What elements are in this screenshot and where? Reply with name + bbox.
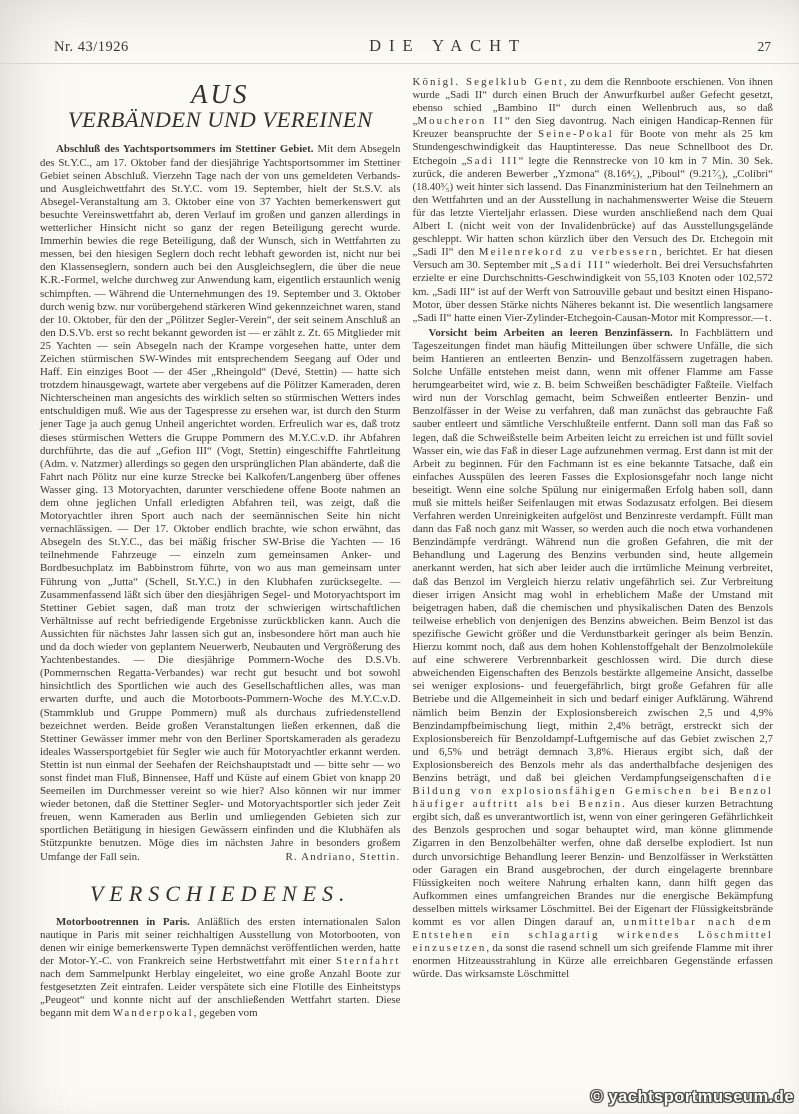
magazine-title: DIE YACHT bbox=[369, 36, 528, 55]
article-motorbootrennen-paris-continued: Königl. Segelklub Gent, zu dem die Rennboote erschienen. Von ihnen wurde „Sadi II“ durch einen Bruch der Anwurfkurbel außer Gefecht gesetzt, ebenso schied „Bambino II“ durch einen Wellenbruch aus, so daß „Moucheron II“ den Sieg davontrug. Nach einigen Handicap-Rennen für Kreuzer beanspruchte der Seine-Pokal für Boote von mehr als 25 km Stundengeschwindigkeit das Hauptinteresse. Das neue Schnellboot des Dr. Etchegoin „Sadi III“ legte die Rennstrecke von 10 km in 7 Min. 30 Sek. zurück, die anderen Bewerber „Yzmona“ (8.16⁴⁄₅), „Piboul“ (9.21⁷⁄₅), „Colibri“ (18.40³⁄₅) weit hinter sich lassend. Das Finanzministerium hat den Teilnehmern an den Wettfahrten und an der Ausstellung in nachahmenswerter Weise die Steuern für das letzte Vierteljahr erlassen. Diese wurden anschließend nach dem Quai Albert I. (nicht weit von der Invalidenbrücke) auf das Ausstellungsgelände geschleppt. Wir hatten schon kürzlich über den Versuch des Dr. Etchegoin mit „Sadi II“ den Meilenrekord zu verbessern, berichtet. Er hat diesen Versuch am 30. September mit „Sadi III“ wiederholt. Bei drei Versuchsfahrten erzielte er eine Durchschnitts-Geschwindigkeit von 55,103 Knoten oder 102,572 km. „Sadi III“ ist auf der Werft von Satrouville gebaut und besitzt einen Hispano-Motor, über dessen Stärke nichts Näheres bekannt ist. Die wesentlich langsamere „Sadi II“ hatte einen Vier-Zylinder-Etchegoin-Causan-Motor mit Kompressor. —t. bbox=[412, 76, 774, 324]
article-benzinfaesser: Vorsicht beim Arbeiten an leeren Benzinfässern. In Fachblättern und Tageszeitungen findet man häufig Mitteilungen über schwere Unfälle, die sich beim Hantieren an entleerten Benzin- und Benzolfässern zugetragen haben. Solche Unfälle entstehen meist dann, wenn mit offener Flamme am Fasse herumgearbeitet wird, wie z. B. beim Schweißen beschädigter Faßteile. Vielfach wird nun der Vorschlag gemacht, beim Schweißen entleerter Benzin- und Benzolfässer in der Weise zu verfahren, daß man zunächst das gebrauchte Faß sauber entleert und sämtliche Verschlußteile entfernt. Dann soll man das Faß so legen, daß die Schweißstelle beim Arbeiten leicht zu erreichen ist und füllt soviel Wasser ein, wie das Faß in dieser Lage aufzunehmen vermag. Erst dann ist mit der Arbeit zu beginnen. Für den Fachmann ist es eine bekannte Tatsache, daß ein einfaches Ausspülen des leeren Fasses die Explosionsgefahr noch lange nicht beseitigt. Wenn eine solche Spülung nur einigermaßen Erfolg haben soll, dann muß sie mittels heißer Seifenlaugen mit etwas Sodazusatz erfolgen. Bei diesem Verfahren werden Unreinigkeiten aufgelöst und Benzinreste verdampft. Füllt man dann das Faß noch ganz mit Wasser, so werden auch die noch etwa vorhandenen Benzindämpfe verdrängt. Während nun die großen Gefahren, die mit der Behandlung und Lagerung des Benzins verbunden sind, heute allgemein anerkannt werden, hat sich aber leider auch die irrtümliche Meinung verbreitet, daß das Benzol im Vergleich hierzu relativ ungefährlich sei. Zur Verbreitung dieser irrigen Ansicht mag wohl in erheblichem Maße der Umstand mit beigetragen haben, daß die chemischen und physikalischen Daten des Benzols teilweise erheblich von denjenigen des Benzins abweichen. Beim Benzol ist das spezifische Gewicht größer und die Verdunstbarkeit geringer als beim Benzin. Hierzu kommt noch, daß aus dem hohen Kohlenstoffgehalt der Benzolmoleküle auf eine schwerere Verbrennbarkeit geschlossen wird. Die durch diese abweichenden Eigenschaften des Benzols bestärkte allgemeine Ansicht, dasselbe sei weniger explosions- und feuergefährlich, birgt große Gefahren für alle Betriebe und die Allgemeinheit in sich und bedarf einiger Aufklärung. Während nämlich beim Benzin der Explosionsbereich zwischen 2,5 und 4,9% Benzindampfbeimischung liegt, mithin 2,4% beträgt, erstreckt sich der Explosionsbereich für Benzoldampf-Luftgemische auf das Gebiet zwischen 2,7 und 6,5% und beträgt demnach 3,8%. Hieraus ergibt sich, daß der Explosionsbereich des Benzols mehr als das anderthalbfache desjenigen des Benzins beträgt, und daß bei gleichen Verdampfungseigenschaften die Bildung von explosionsfähigen Gemischen bei Benzol häufiger auftritt als bei Benzin. Aus dieser kurzen Betrachtung ergibt sich, daß es unverantwortlich ist, wenn von einer geringeren Gefährlichkeit des Benzols gesprochen und sogar behauptet wird, man könne glimmende Zigarren in den Benzolbehälter werfen, ohne daß derselbe explodiert. Ist nun durch unvorsichtige Behandlung leerer Benzin- und Benzolfässer in Werkstätten oder Garagen ein Brand ausgebrochen, der durch eingelagerte brennbare Flüssigkeiten noch weitere Nahrung erhalten kann, dann hilft gegen das Aufkommen eines umfangreichen Brandes nur die energische Bekämpfung desselben mittels wirksamer Löschmittel. Bei der Eigenart der Flüssigkeitsbrände kommt es vor allen Dingen darauf an, unmittelbar nach dem Entstehen ein schlagartig wirkendes Löschmittel einzusetzen, da sonst die rasend schnell um sich greifende Flamme mit ihrer enormen Hitzeausstrahlung in Kürze alle erreichbaren Gegenstände erfassen würde. Das wirksamste Löschmittel bbox=[412, 326, 773, 981]
right-column bbox=[413, 76, 774, 1022]
issue-number: Nr. 43/1926 bbox=[54, 39, 129, 55]
page-number: 27 bbox=[757, 39, 771, 54]
section-heading-line2: VERBÄNDEN UND VEREINEN bbox=[67, 107, 373, 133]
section-heading-line1: AUS bbox=[191, 79, 250, 109]
text-columns bbox=[0, 64, 799, 1022]
section-heading-verschiedenes: VERSCHIEDENES. bbox=[89, 880, 351, 906]
watermark-yachtsportmuseum: © yachtsportmuseum.de bbox=[590, 1088, 794, 1106]
left-column bbox=[40, 76, 401, 1022]
article-stettiner-gebiet: Abschluß des Yachtsportsommers im Stettiner Gebiet. Mit dem Absegeln des St.Y.C., am 17. Oktober fand der diesjährige Yachtsportsommer im Stettiner Gebiet seinen Abschluß. Vierzehn Tage nach der von uns gemeldeten Verbands- und Ausgleichwettfahrt des St.Y.C. vom 19. September, hielt der St.S.V. als Absegel-Veranstaltung am 3. Oktober eine von 37 Yachten bemerkenswert gut besuchte Vereinswettfahrt ab, deren Verlauf im großen und ganzen allerdings in wetterlicher Hinsicht nicht so ganz der regen Beteiligung gerecht wurde. Immerhin bewies die rege Beteiligung, daß der Wunsch, sich in Wettfahrten zu messen, bei den hiesigen Seglern doch recht lebhaft geworden ist, nicht nur bei den Klassenseglern, sondern auch bei den Ausgleichseglern, die über die neue K.R.-Formel, welche durchweg zur Anwendung kam, eigentlich erstaunlich wenig schimpften. — Während die Unternehmungen des 19. September und 3. Oktober durch wenig bzw. nur vorübergehend stärkeren Wind gekennzeichnet waren, stand der 10. Oktober, für den der „Pölitzer Segler-Verein“, der seit seinem Anschluß an den D.S.Vb. erst so recht bekannt geworden ist — er zählt z. Zt. 65 Mitglieder mit 25 Yachten — sein Absegeln nach der Krampe vorgesehen hatte, unter dem Zeichen stürmischen SW-Windes mit entsprechendem Seegang auf Oder und Haff. Ein einziges Boot — der 45er „Rheingold“ (Devé, Stettin) — hatte sich trotzdem hinausgewagt, wartete aber vergebens auf die Pölitzer Kameraden, deren Nichterscheinen man angesichts des wirklich selten so stürmischen Wetters indes entschuldigen muß. Wie aus der Tagespresse zu ersehen war, ist durch den Sturm jener Tage ja auch genug Unheil angerichtet worden. Erfreulich war es, daß trotz dieses stürmischen Wetters die Gruppe Pommern des M.Y.C.v.D. ihr Abfahren durchführte, das die auf „Gefion III“ (Vogt, Stettin) eingeschiffte Fahrtleitung (Adm. v. Natzmer) allerdings so gegen den ursprünglichen Plan abänderte, daß die Fahrt nach Pölitz nur eine kurze Strecke bei Kalkofen/Langenberg über offenes Wasser ging. 13 Motoryachten, darunter verschiedene offene Boote nahmen an dem ohne jeglichen Unfall erledigten Abfahren teil, was zeigt, daß die Motoryachtler ihren Sport auch nach der seemännischen Seite hin nicht vernachlässigen. — Der 17. Oktober endlich brachte, wie schon erwähnt, das Absegeln des St.Y.C., das bei mäßig frischer SW-Brise die Yachten — 16 teilnehmende Fahrzeuge — einzeln zum gemeinsamen Anker- und Bordbesuchplatz im Babbinstrom führte, von wo aus man gemeinsam unter Führung von „Jutta“ (Schell, St.Y.C.) in den Klubhafen zurücksegelte. — Zusammenfassend läßt sich über den diesjährigen Segel- und Motoryachtsport im Stettiner Gebiet sagen, daß man trotz der schwierigen wirtschaftlichen Verhältnisse auf recht befriedigende Ergebnisse zurückblicken kann. Auch die Aussichten für nächstes Jahr lassen sich gut an, insbesondere hört man auch hie und da doch wieder von geplantem Neuerwerb, Neubauten und Vergrößerung des Yachtenbestandes. — Die diesjährige Pommern-Woche des D.S.Vb. (Pommernschen Regatta-Verbandes) war recht gut besucht und bot sowohl hinsichtlich des Sportlichen wie auch des Gesellschaftlichen alles, was man erwarten durfte, und auch die Motorboots-Pommern-Woche des M.Y.C.v.D. (Stammklub und Gruppe Pommern) muß als durchaus zufriedenstellend bezeichnet werden. Beide großen Veranstaltungen ließen erkennen, daß die Stettiner Gewässer immer mehr von den Berliner Sportskameraden als geradezu ideales Wassersportgebiet für Segler wie auch für Motoryachtler erkannt werden. Stettin ist nun einmal der Seehafen der Reichshauptstadt und — bitte sehr — wo sonst findet man Fluß, Binnensee, Haff und Küste auf einem Gbiet von knapp 20 Seemeilen im Durchmesser vereint so wie hier? Also können wir nur immer wieder betonen, daß die Stettiner Segler- und Motoryachtsportler sich jeder Zeit freuen, wenn Kameraden aus Berlin und umliegenden Gebieten sich zur sportlichen Betätigung in hiesigen Gewässern einfinden und die Klubhäfen als Stützpunkte benutzen. Möge dies im nächsten Jahre in besonders großem Umfange der Fall sein. R. Andriano, Stettin. bbox=[40, 143, 401, 863]
section-heading-verbaende bbox=[40, 80, 401, 131]
page-header bbox=[0, 0, 799, 61]
article-motorbootrennen-paris: Motorbootrennen in Paris. Anläßlich des ersten internationalen Salon nautique in Paris mit seiner reichhaltigen Ausstellung von Motorbooten, von denen wir einige bemerkenswerte Typen demnächst veröffentlichen werden, hatte der Motor-Y.-C. von Frankreich seine Herbstwettfahrt mit einer Sternfahrt nach dem Sammelpunkt Herblay eingeleitet, wo eine große Anzahl Boote zur festgesetzten Zeit eintrafen. Leider verspätete sich eine Flotille des Einheitstyps „Peugeot“ und konnte nicht auf der anschließenden Wettfahrt starten. Diese begann mit dem Wanderpokal, gegeben vom bbox=[40, 915, 401, 1020]
